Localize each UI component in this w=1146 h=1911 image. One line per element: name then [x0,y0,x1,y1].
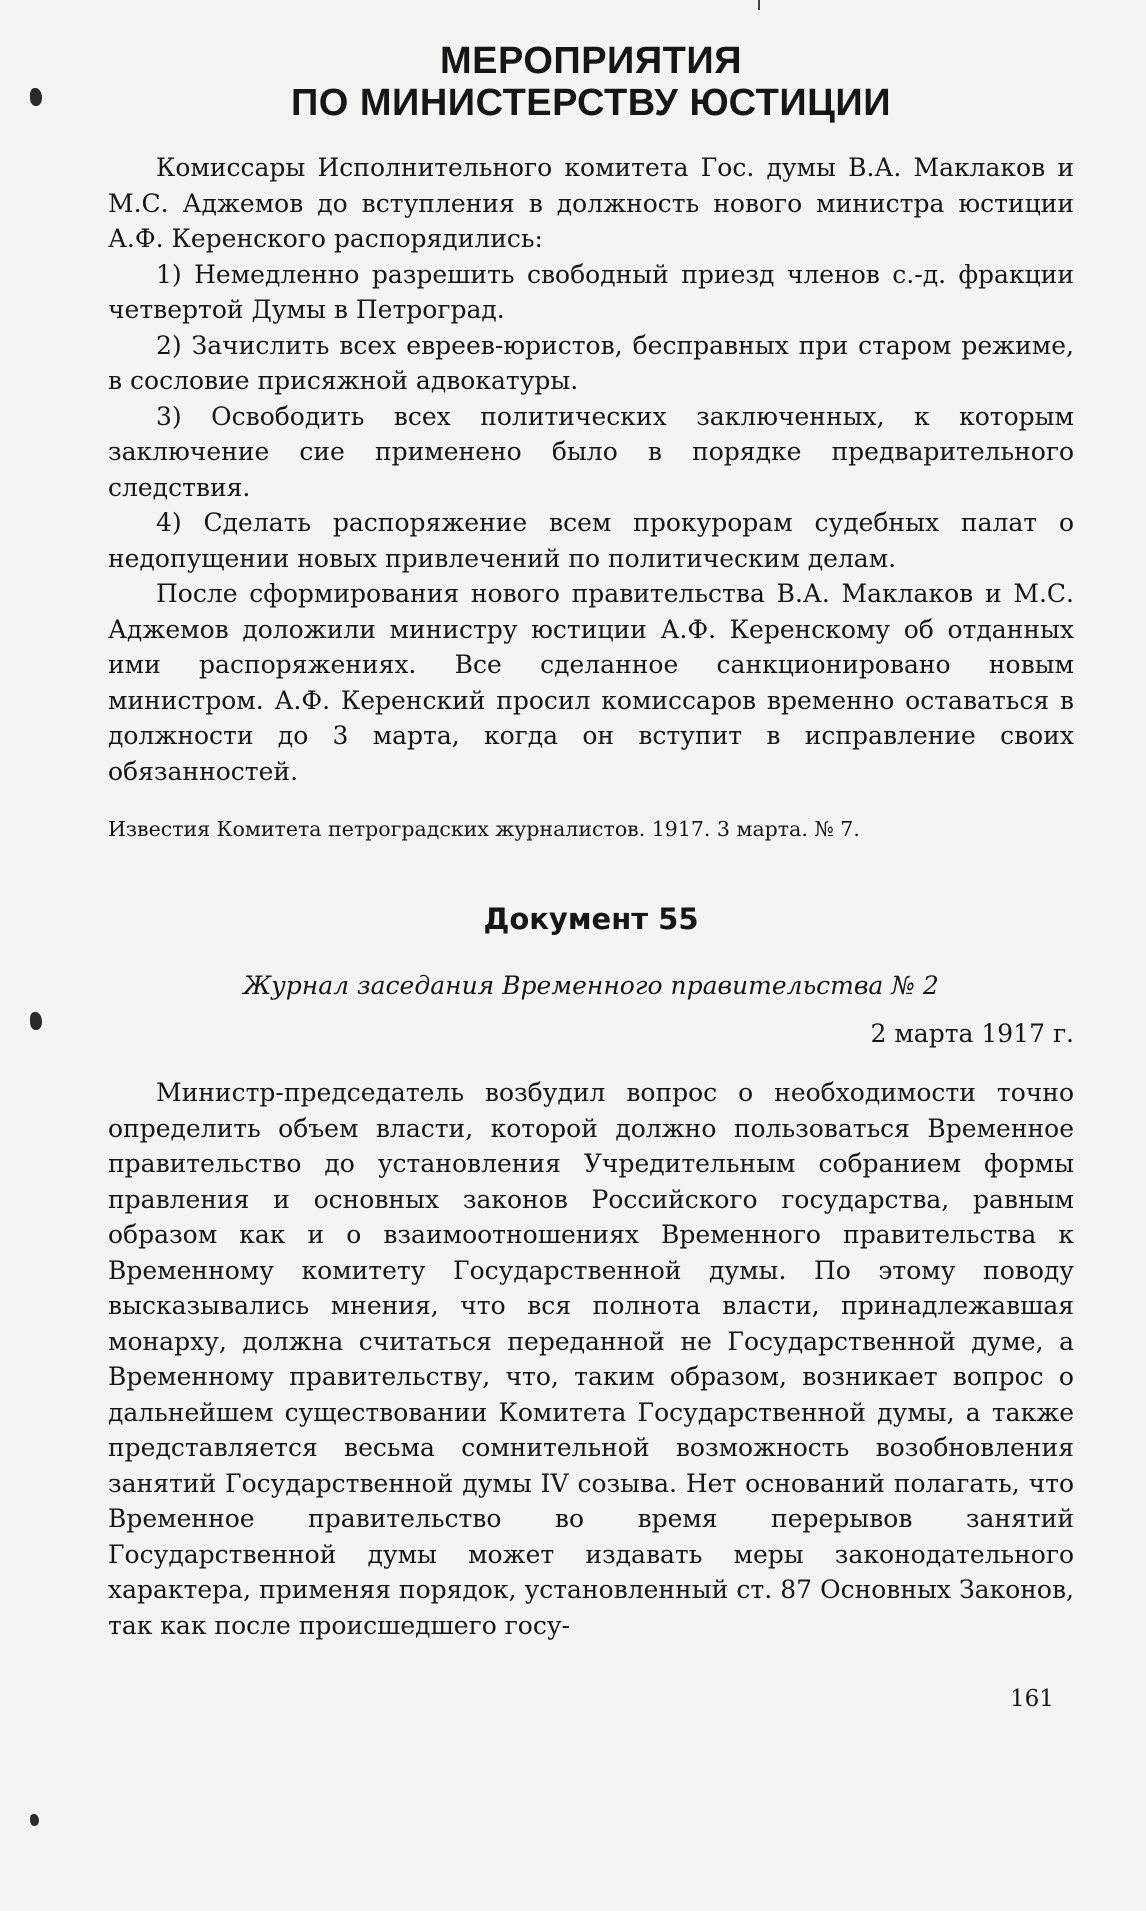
document-subtitle: Журнал заседания Временного правительства № 2 [243,971,939,1000]
section-title-line: МЕРОПРИЯТИЯ [439,40,743,82]
page-number: 161 [1010,1686,1054,1712]
intro-paragraph: Комиссары Исполнительного комитета Гос. думы В.А. Маклаков и М.С. Аджемов до вступления в должность нового министра юстиции А.Ф. Керенского распорядились: [108,153,1074,253]
binder-hole-mark [30,1814,39,1826]
section-title [108,40,1074,124]
closing-paragraph: После сформирования нового правительства В.А. Маклаков и М.С. Аджемов доложили министру юстиции А.Ф. Керенскому об отданных ими распоряжениях. Все сделанное санкционировано новым министром. А.Ф. Керенский просил комиссаров временно оставаться в должности до 3 марта, когда он вступит в исправление своих обязанностей. [108,579,1074,786]
order-item-2: 2) Зачислить всех евреев-юристов, бесправных при старом режиме, в сословие присяжной адвокатуры. [108,330,1074,395]
binder-hole-mark [30,1012,42,1030]
page-edge-mark [758,0,760,10]
binder-hole-mark [30,88,42,106]
book-page [108,40,1074,1643]
order-item-4: 4) Сделать распоряжение всем прокурорам судебных палат о недопущении новых привлечений по политическим делам. [108,508,1074,573]
order-item-3: 3) Освободить всех политических заключенных, к которым заключение сие применено было в порядке предварительного следствия. [108,401,1074,502]
section-title-line: ПО МИНИСТЕРСТВУ ЮСТИЦИИ [290,82,892,124]
order-item-1: 1) Немедленно разрешить свободный приезд членов с.-д. фракции четвертой Думы в Петроград. [108,259,1074,324]
source-citation: Известия Комитета петроградских журналистов. 1917. 3 марта. № 7. [108,817,860,841]
document-body: Министр-председатель возбудил вопрос о необходимости точно определить объем власти, которой должно пользоваться Временное правительство до установления Учредительным собранием формы правления и основных законов Российского государства, равным образом как и о взаимоотношениях Временного правительства к Временному комитету Государственной думы. По этому поводу высказывались мнения, что вся полнота власти, принадлежавшая монарху, должна считаться переданной не Государственной думе, а Временному правительству, что, таким образом, возникает вопрос о дальнейшем существовании Комитета Государственной думы, а также представляется весьма сомнительной возможность возобновления занятий Государственной думы IV созыва. Нет оснований полагать, что Временное правительство во время перерывов занятий Государственной думы может издавать меры законодательного характера, применяя порядок, установленный ст. 87 Основных Законов, так как после происшедшего госу- [108,1078,1074,1640]
document-date: 2 марта 1917 г. [870,1019,1074,1048]
document-title: Документ 55 [483,902,699,936]
